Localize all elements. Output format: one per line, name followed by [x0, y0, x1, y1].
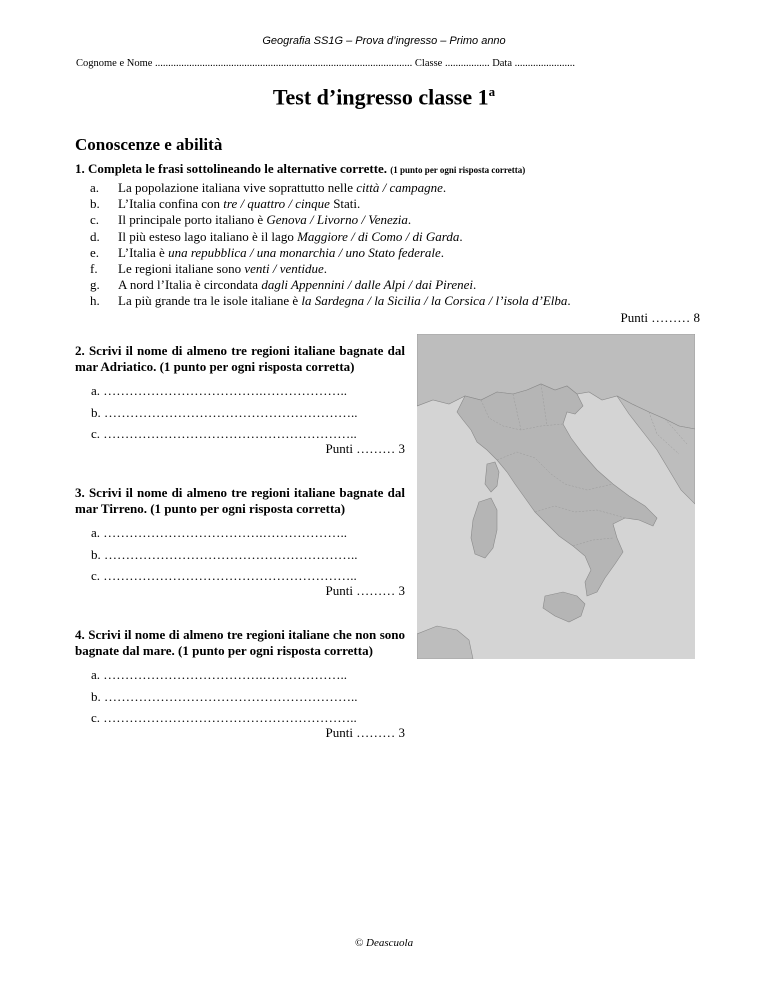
question-2-points: Punti ……… 3: [325, 440, 405, 456]
question-4: [75, 627, 405, 741]
question-4-answers: [91, 664, 405, 729]
item-text: Il principale porto italiano è: [118, 212, 267, 228]
page-title-text: Test d’ingresso classe 1: [272, 84, 489, 110]
item-options: Genova / Livorno / Venezia: [266, 212, 408, 228]
question-4-title: 4. Scrivi il nome di almeno tre regioni italiane che non sono bagnate dal mare. (1 punto per ogni risposta corretta): [75, 627, 405, 658]
question-1-note: (1 punto per ogni risposta corretta): [390, 165, 526, 175]
item-text: La popolazione italiana vive soprattutto nelle: [118, 180, 357, 195]
answer-line-b[interactable]: b. …………………………………………………..: [91, 404, 358, 420]
item-options: dagli Appennini / dalle Alpi / dai Pirenei: [261, 277, 474, 293]
item-sentence: [118, 277, 476, 293]
item-label: g.: [90, 277, 100, 293]
item-text-end: .: [440, 244, 445, 260]
item-sentence: [118, 229, 463, 245]
page-footer: © Deascuola: [354, 937, 414, 949]
item-sentence: [118, 261, 327, 277]
document-header: Geografia SS1G – Prova d’ingresso – Primo anno: [262, 35, 506, 47]
list-item: [90, 293, 700, 309]
item-text-end: .: [567, 293, 571, 309]
page-title: [0, 84, 768, 110]
list-item: [90, 261, 700, 277]
question-1-points: Punti ……… 8: [620, 309, 700, 325]
answer-line-a[interactable]: a. ……………………………….………………..: [91, 667, 348, 682]
list-item: [90, 196, 700, 212]
list-item: [90, 180, 700, 196]
answer-line-b[interactable]: b. …………………………………………………..: [91, 688, 358, 704]
question-3-title: 3. Scrivi il nome di almeno tre regioni italiane bagnate dal mar Tirreno. (1 punto per ogni risposta corretta): [75, 485, 405, 516]
item-text: L’Italia confina con: [118, 196, 224, 212]
item-text: Le regioni italiane sono: [118, 260, 245, 276]
item-text-end: .: [323, 260, 328, 276]
question-1-title: [75, 161, 525, 177]
answer-line-a[interactable]: a. ……………………………….………………..: [91, 525, 348, 540]
item-sentence: [118, 212, 411, 228]
item-sentence: [118, 196, 360, 212]
item-text: A nord l’Italia è circondata: [118, 277, 262, 293]
item-label: h.: [90, 293, 100, 309]
item-options: tre / quattro / cinque: [223, 196, 330, 212]
item-text: L’Italia è: [118, 244, 169, 260]
item-text: La più grande tra le isole italiane è: [118, 293, 302, 309]
question-2: [75, 343, 405, 457]
answer-line-c[interactable]: c. …………………………………………………..: [91, 710, 357, 725]
item-label: f.: [90, 260, 98, 276]
item-text-end: .: [442, 180, 447, 195]
item-options: la Sardegna / la Sicilia / la Corsica / l’isola d’Elba: [301, 293, 568, 309]
item-label: d.: [90, 228, 100, 244]
question-3-points: Punti ……… 3: [325, 582, 405, 598]
item-sentence: [118, 293, 571, 309]
italy-map-icon: [417, 334, 695, 659]
section-heading: Conoscenze e abilità: [75, 135, 223, 154]
question-3: [75, 485, 405, 599]
item-options: una repubblica / una monarchia / uno Stato federale: [168, 244, 441, 260]
item-label: b.: [90, 196, 100, 212]
item-text-end: .: [459, 228, 463, 244]
answer-line-a[interactable]: a. ……………………………….………………..: [91, 383, 348, 398]
item-sentence: [118, 245, 444, 261]
answer-line-b[interactable]: b. …………………………………………………..: [91, 546, 358, 562]
question-2-answers: [91, 380, 405, 445]
question-2-title: 2. Scrivi il nome di almeno tre regioni italiane bagnate dal mar Adriatico. (1 punto per ogni risposta corretta): [75, 343, 405, 374]
question-4-points: Punti ……… 3: [325, 724, 405, 740]
item-label: e.: [90, 244, 100, 260]
item-text-end: .: [473, 277, 477, 293]
list-item: [90, 229, 700, 245]
student-info-line: Cognome e Nome .................................................................................................. Classe ................. Data .......................: [76, 58, 576, 69]
item-sentence: [118, 180, 446, 196]
item-label: a.: [90, 180, 100, 195]
item-text-end: .: [407, 212, 412, 228]
item-options: venti / ventidue: [244, 260, 324, 276]
item-text-end: Stati.: [329, 196, 361, 212]
answer-line-c[interactable]: c. …………………………………………………..: [91, 426, 357, 441]
list-item: [90, 245, 700, 261]
question-1-items: [90, 180, 700, 326]
item-label: c.: [90, 212, 100, 228]
item-options: Maggiore / di Como / di Garda: [297, 228, 460, 244]
question-1-text: 1. Completa le frasi sottolineando le alternative corrette.: [75, 161, 388, 176]
item-text: Il più esteso lago italiano è il lago: [118, 228, 298, 244]
page-title-superscript: a: [488, 84, 496, 99]
item-options: città / campagne: [356, 180, 443, 195]
list-item: [90, 277, 700, 293]
answer-line-c[interactable]: c. …………………………………………………..: [91, 568, 357, 583]
question-3-answers: [91, 522, 405, 587]
list-item: [90, 212, 700, 228]
